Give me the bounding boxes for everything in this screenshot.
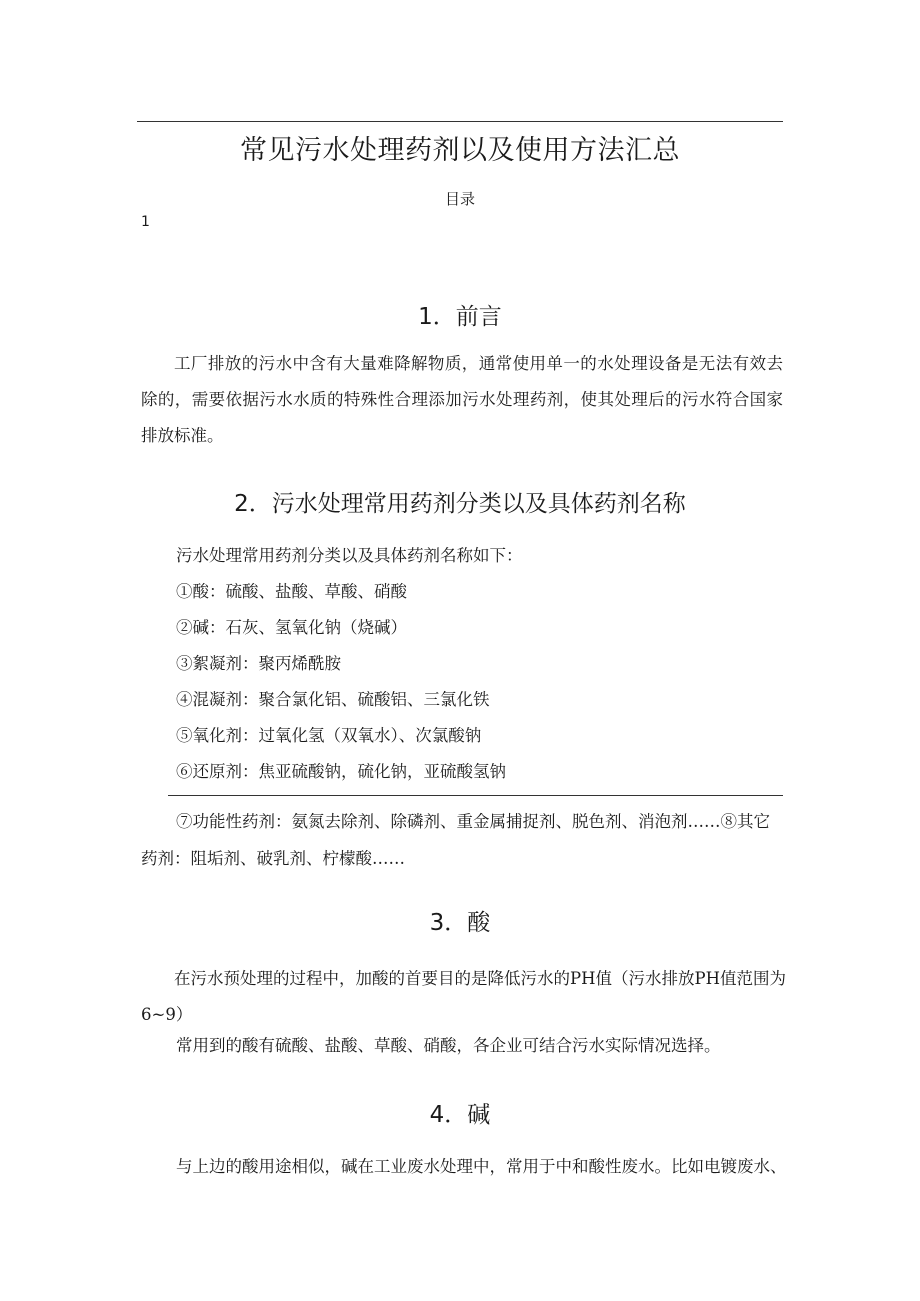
section-3-paragraph-2: 常用到的酸有硫酸、盐酸、草酸、硝酸，各企业可结合污水实际情况选择。: [176, 1036, 721, 1055]
section-divider: [168, 795, 783, 796]
list-item-7-line1: ⑦功能性药剂：氨氮去除剂、除磷剂、重金属捕捉剂、脱色剂、消泡剂……⑧其它: [176, 812, 770, 831]
section-1-paragraph: 工厂排放的污水中含有大量难降解物质，通常使用单一的水处理设备是无法有效去除的，需要依据污水水质的特殊性合理添加污水处理药剂，使其处理后的污水符合国家排放标准。: [141, 354, 783, 445]
section-2-heading: 2．污水处理常用药剂分类以及具体药剂名称: [234, 491, 686, 517]
list-item: ⑤氧化剂：过氧化氢（双氧水）、次氯酸钠: [176, 726, 482, 745]
list-item: ③絮凝剂：聚丙烯酰胺: [176, 654, 341, 673]
section-4-heading: 4．碱: [429, 1102, 491, 1128]
toc-label: 目录: [444, 190, 475, 208]
list-item-7-line2: 药剂：阻垢剂、破乳剂、柠檬酸……: [141, 849, 405, 868]
section-1-heading: 1．前言: [418, 304, 502, 330]
list-item: ⑥还原剂：焦亚硫酸钠，硫化钠，亚硫酸氢钠: [176, 762, 506, 781]
document-title: 常见污水处理药剂以及使用方法汇总: [240, 135, 680, 166]
section-4-paragraph-1: 与上边的酸用途相似，碱在工业废水处理中，常用于中和酸性废水。比如电镀废水、: [176, 1157, 787, 1176]
section-3-heading: 3．酸: [429, 910, 491, 936]
section-2-intro: 污水处理常用药剂分类以及具体药剂名称如下：: [176, 546, 523, 565]
list-item: ④混凝剂：聚合氯化铝、硫酸铝、三氯化铁: [176, 690, 490, 709]
header-rule: [137, 121, 783, 122]
toc-page-number: 1: [141, 214, 150, 230]
list-item: ①酸：硫酸、盐酸、草酸、硝酸: [176, 582, 407, 601]
section-3-paragraph-1: 在污水预处理的过程中，加酸的首要目的是降低污水的PH值（污水排放PH值范围为6~9）: [141, 969, 786, 1024]
list-item-7-block: [141, 803, 786, 877]
list-item: ②碱：石灰、氢氧化钠（烧碱）: [176, 618, 407, 637]
